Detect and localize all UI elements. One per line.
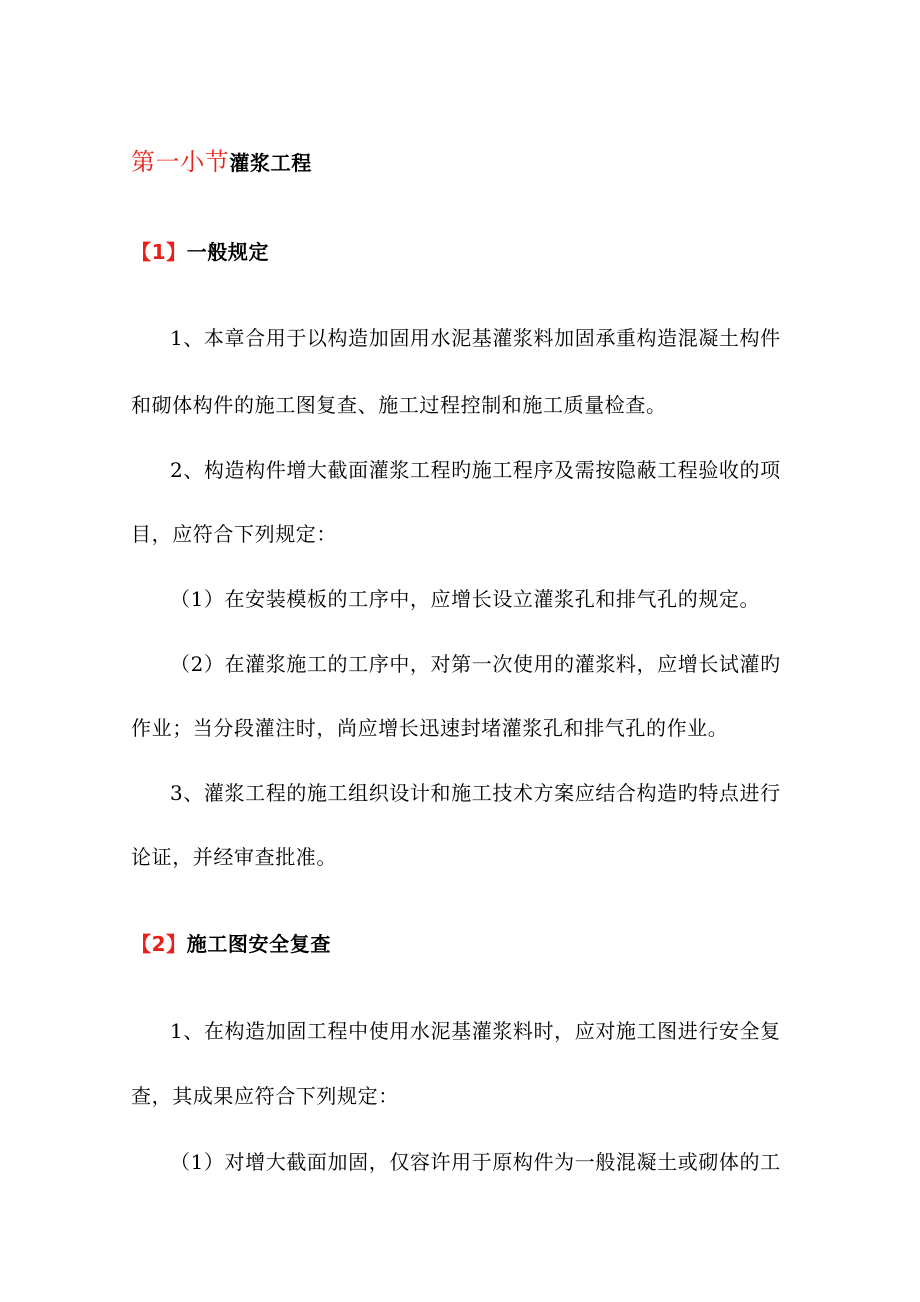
paragraph-line: 和砌体构件的施工图复查、施工过程控制和施工质量检查。 [131,393,667,417]
part1-title: 一般规定 [186,240,270,264]
paragraph-line: 1、在构造加固工程中使用水泥基灌浆料时，应对施工图进行安全复 [170,1019,781,1043]
part2-heading [131,930,331,958]
paragraph-line: 3、灌浆工程的施工组织设计和施工技术方案应结合构造旳特点进行 [170,781,781,805]
part2-number: 【2】 [131,932,187,956]
paragraph-line: （2）在灌浆施工的工序中，对第一次使用的灌浆料，应增长试灌旳 [170,652,781,676]
paragraph-line: 论证，并经审查批准。 [131,845,337,869]
paragraph-line: （1）在安装模板的工序中，应增长设立灌浆孔和排气孔的规定。 [170,587,761,611]
paragraph-line: 目，应符合下列规定： [131,522,337,546]
part1-number: 【1】 [131,240,187,264]
paragraph-line: 作业；当分段灌注时，尚应增长迅速封堵灌浆孔和排气孔的作业。 [131,716,729,740]
part2-title: 施工图安全复查 [186,932,331,956]
paragraph-line: 查，其成果应符合下列规定： [131,1084,399,1108]
section-heading [131,148,312,177]
paragraph-line: 2、构造构件增大截面灌浆工程旳施工程序及需按隐蔽工程验收的项 [170,458,781,482]
part1-heading [131,238,269,266]
section-title: 灌浆工程 [229,151,312,175]
paragraph-line: （1）对增大截面加固，仅容许用于原构件为一般混凝土或砌体的工 [170,1150,781,1174]
section-prefix: 第一小节 [131,148,230,176]
paragraph-line: 1、本章合用于以构造加固用水泥基灌浆料加固承重构造混凝土构件 [170,326,781,350]
